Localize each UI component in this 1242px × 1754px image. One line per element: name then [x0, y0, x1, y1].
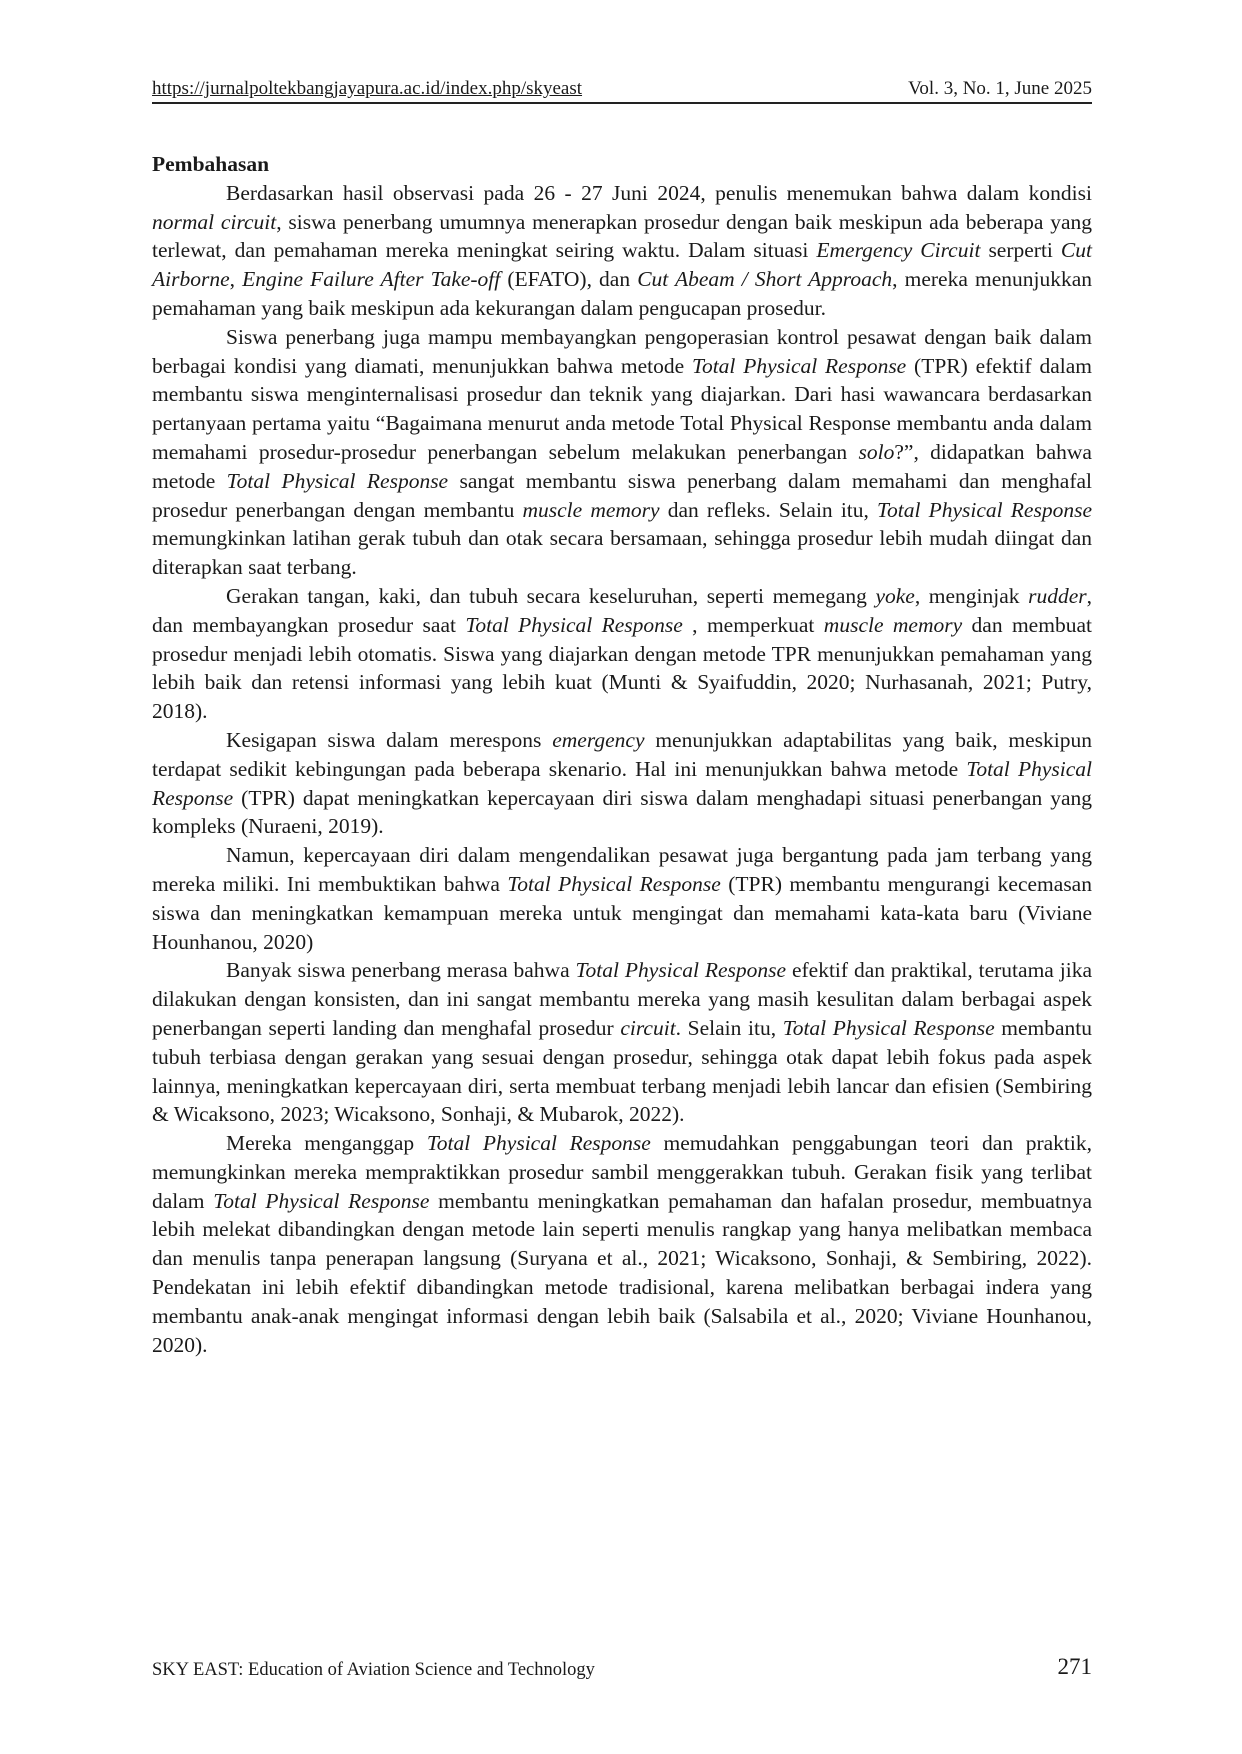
- text-run: Namun, kepercayaan diri dalam mengendalikan pesawat juga bergantung pada jam terbang yang mereka miliki. Ini membuktikan bahwa: [152, 843, 1092, 896]
- text-run: , memperkuat: [682, 612, 824, 637]
- italic-term: Total Physical Response: [152, 756, 1093, 810]
- text-run: Siswa penerbang juga mampu membayangkan pengoperasian kontrol pesawat dengan baik dalam berbagai kondisi yang diamati, menunjukkan bahwa metode: [152, 324, 1092, 378]
- italic-term: Cut Airborne: [152, 238, 1092, 292]
- italic-term: normal circuit: [152, 209, 277, 234]
- page-header: [152, 74, 1092, 104]
- journal-url-link[interactable]: https://jurnalpoltekbangjayapura.ac.id/index.php/skyeast: [152, 78, 583, 99]
- page-number: 271: [1057, 1654, 1092, 1679]
- journal-name: SKY EAST: Education of Aviation Science and Technology: [152, 1660, 595, 1680]
- text-run: Banyak siswa penerbang merasa bahwa: [226, 958, 576, 983]
- text-run: , siswa penerbang umumnya menerapkan prosedur dengan baik meskipun ada beberapa yang terlewat, dan pemahaman mereka meningkat seiring waktu. Dalam situasi: [152, 209, 1092, 263]
- text-run: (TPR) efektif dalam membantu siswa menginternalisasi prosedur dan teknik yang diajarkan. Dari hasi wawancara berdasarkan pertanyaan pertama yaitu “Bagaimana menurut anda metode Total Physical Response membantu anda dalam memahami prosedur-prosedur penerbangan sebelum melakukan penerbangan: [152, 353, 1093, 464]
- italic-term: Engine Failure After Take-off: [242, 267, 501, 292]
- text-run: (EFATO), dan: [500, 267, 638, 292]
- text-run: Berdasarkan hasil observasi pada 26 - 27 Juni 2024, penulis menemukan bahwa dalam kondisi: [226, 180, 1092, 205]
- paragraph: [152, 1129, 1092, 1359]
- paragraph: [152, 582, 1092, 726]
- text-run: memudahkan penggabungan teori dan praktik, memungkinkan mereka mempraktikkan prosedur sambil menggerakkan tubuh. Gerakan fisik yang terlibat dalam: [152, 1131, 1093, 1213]
- text-run: ,: [229, 267, 243, 292]
- text-run: efektif dan praktikal, terutama jika dilakukan dengan konsisten, dan ini sangat membantu mereka yang masih kesulitan dalam berbagai aspek penerbangan seperti landing dan menghafal prosedur: [152, 958, 1092, 1040]
- italic-term: Total Physical Response: [465, 612, 683, 637]
- paragraph: [152, 179, 1092, 323]
- text-run: membantu meningkatkan pemahaman dan hafalan prosedur, membuatnya lebih melekat dibandingkan dengan metode lain seperti menulis rangkap yang hanya melibatkan membaca dan menulis tanpa penerapan langsung (Suryana et al., 2021; Wicaksono, Sonhaji, & Sembiring, 2022). Pendekatan ini lebih efektif dibandingkan metode tradisional, karena melibatkan berbagai indera yang membantu anak-anak mengingat informasi dengan lebih baik (Salsabila et al., 2020; Viviane Hounhanou, 2020).: [152, 1188, 1092, 1357]
- text-run: , mereka menunjukkan pemahaman yang baik meskipun ada kekurangan dalam pengucapan prosedur.: [152, 267, 1092, 320]
- text-run: serperti: [980, 238, 1061, 263]
- text-run: memungkinkan latihan gerak tubuh dan otak secara bersamaan, sehingga prosedur lebih mudah diingat dan diterapkan saat terbang.: [152, 526, 1092, 580]
- text-run: membantu tubuh terbiasa dengan gerakan yang sesuai dengan prosedur, sehingga otak dapat lebih fokus pada aspek lainnya, meningkatkan kepercayaan diri, serta membuat terbang menjadi lebih lancar dan efisien (Sembiring & Wicaksono, 2023; Wicaksono, Sonhaji, & Mubarok, 2022).: [152, 1015, 1092, 1127]
- italic-term: Total Physical Response: [226, 468, 449, 493]
- section-heading: Pembahasan: [152, 152, 270, 176]
- paragraph: [152, 841, 1092, 956]
- italic-term: Total Physical Response: [691, 353, 907, 378]
- italic-term: Cut Abeam / Short Approach: [637, 267, 893, 292]
- text-run: Mereka menganggap: [226, 1131, 427, 1156]
- text-run: (TPR) dapat meningkatkan kepercayaan diri siswa dalam menghadapi situasi penerbangan yang kompleks (Nuraeni, 2019).: [152, 785, 1092, 839]
- italic-term: solo: [858, 439, 895, 464]
- text-run: , menginjak: [914, 583, 1029, 608]
- italic-term: Emergency Circuit: [816, 238, 981, 263]
- text-run: menunjukkan adaptabilitas yang baik, meskipun terdapat sedikit kebingungan pada beberapa skenario. Hal ini menunjukkan bahwa metode: [152, 727, 1092, 781]
- italic-term: Total Physical Response: [877, 497, 1092, 522]
- text-run: sangat membantu siswa penerbang dalam memahami dan menghafal prosedur penerbangan dengan membantu: [152, 468, 1092, 522]
- section-body: [152, 179, 1092, 1360]
- text-run: Kesigapan siswa dalam merespons: [226, 727, 553, 752]
- text-run: . Selain itu,: [675, 1015, 783, 1040]
- volume-info: Vol. 3, No. 1, June 2025: [908, 78, 1092, 99]
- text-run: dan refleks. Selain itu,: [659, 497, 878, 522]
- italic-term: muscle memory: [522, 497, 660, 522]
- paragraph: [152, 956, 1092, 1129]
- paragraph: [152, 323, 1092, 582]
- text-run: , dan membayangkan prosedur saat: [152, 583, 1092, 637]
- italic-term: Total Physical Response: [782, 1015, 995, 1040]
- italic-term: Total Physical Response: [426, 1131, 651, 1156]
- italic-term: rudder: [1028, 583, 1087, 608]
- italic-term: muscle memory: [823, 612, 963, 637]
- italic-term: circuit: [620, 1015, 676, 1040]
- main-content: [152, 150, 1092, 1359]
- text-run: ?”, didapatkan bahwa metode: [152, 439, 1092, 493]
- text-run: (TPR) membantu mengurangi kecemasan siswa dan meningkatkan kemampuan mereka untuk mengingat dan memahami kata-kata baru (Viviane Hounhanou, 2020): [152, 871, 1092, 954]
- italic-term: Total Physical Response: [213, 1188, 430, 1213]
- text-run: dan membuat prosedur menjadi lebih otomatis. Siswa yang diajarkan dengan metode TPR menunjukkan pemahaman yang lebih baik dan retensi informasi yang lebih kuat (Munti & Syaifuddin, 2020; Nurhasanah, 2021; Putry, 2018).: [152, 612, 1092, 724]
- paragraph: [152, 726, 1092, 841]
- page-footer: [152, 1654, 1092, 1684]
- italic-term: Total Physical Response: [507, 871, 721, 896]
- italic-term: emergency: [552, 727, 645, 752]
- text-run: Gerakan tangan, kaki, dan tubuh secara keseluruhan, seperti memegang: [226, 583, 876, 608]
- italic-term: Total Physical Response: [575, 958, 787, 983]
- italic-term: yoke: [875, 583, 915, 608]
